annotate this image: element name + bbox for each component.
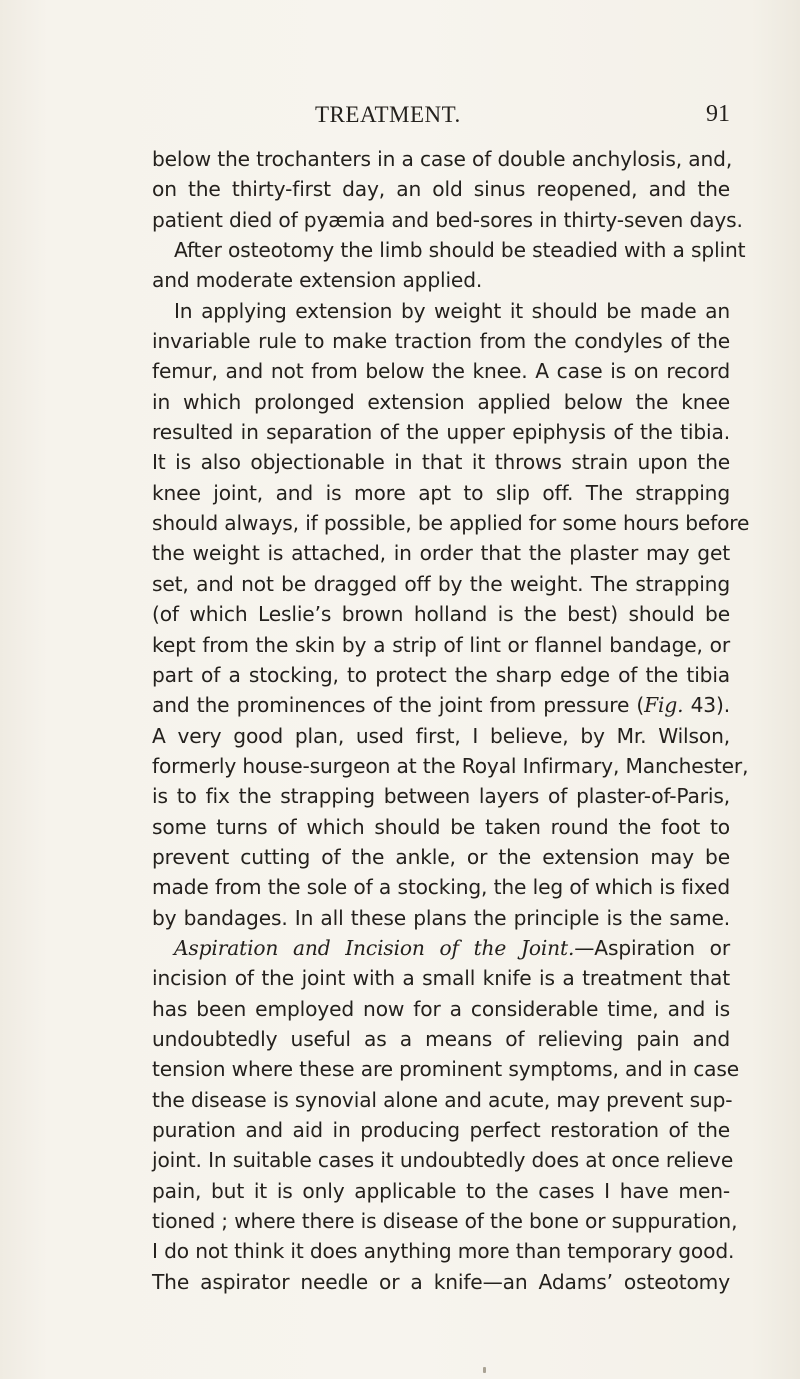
section-heading: Aspiration and Incision of the Joint. bbox=[174, 935, 575, 960]
text-line: incision of the joint with a small knife is a treatment that bbox=[152, 966, 730, 991]
text-line: and moderate extension applied. bbox=[152, 268, 483, 293]
text-line: resulted in separation of the upper epiphysis of the tibia. bbox=[152, 420, 730, 445]
text-line: on the thirty-first day, an old sinus reopened, and the bbox=[152, 177, 730, 202]
text-line: by bandages. In all these plans the principle is the same. bbox=[152, 905, 730, 930]
text-line: invariable rule to make traction from the condyles of the bbox=[152, 329, 730, 354]
text-line: part of a stocking, to protect the sharp edge of the tibia bbox=[152, 662, 730, 687]
text-line: tension where these are prominent symptoms, and in case bbox=[152, 1057, 740, 1082]
text-line: some turns of which should be taken round the foot to bbox=[152, 814, 730, 839]
text-line: the disease is synovial alone and acute, may prevent sup- bbox=[152, 1087, 733, 1112]
text-line: the weight is attached, in order that the plaster may get bbox=[152, 541, 730, 566]
text-line: I do not think it does anything more than temporary good. bbox=[152, 1239, 735, 1264]
text-segment: —Aspiration or bbox=[574, 935, 730, 960]
body-text bbox=[152, 144, 750, 1297]
text-line: formerly house-surgeon at the Royal Infirmary, Manchester, bbox=[152, 753, 749, 778]
text-line: patient died of pyæmia and bed-sores in thirty-seven days. bbox=[152, 207, 743, 232]
text-line: pain, but it is only applicable to the cases I have men- bbox=[152, 1178, 730, 1203]
text-segment: and the prominences of the joint from pressure ( bbox=[152, 693, 645, 718]
page-header bbox=[150, 100, 730, 134]
text-line: has been employed now for a considerable time, and is bbox=[152, 996, 730, 1021]
text-segment: 43). bbox=[683, 693, 730, 718]
text-line: After osteotomy the limb should be steadied with a splint bbox=[174, 238, 746, 263]
text-line: knee joint, and is more apt to slip off. The strapping bbox=[152, 480, 730, 505]
text-line: undoubtedly useful as a means of relieving pain and bbox=[152, 1026, 730, 1051]
text-line: in which prolonged extension applied below the knee bbox=[152, 389, 730, 414]
text-line: below the trochanters in a case of double anchylosis, and, bbox=[152, 147, 733, 171]
text-line: joint. In suitable cases it undoubtedly does at once relieve bbox=[152, 1148, 734, 1173]
running-head: TREATMENT. bbox=[315, 102, 461, 127]
figure-reference: Fig. bbox=[644, 693, 684, 718]
text-line: made from the sole of a stocking, the leg of which is fixed bbox=[152, 875, 730, 900]
text-line: prevent cutting of the ankle, or the extension may be bbox=[152, 844, 730, 869]
text-line: should always, if possible, be applied for some hours before bbox=[152, 511, 750, 536]
text-line: The aspirator needle or a knife—an Adams’ osteotomy bbox=[152, 1269, 730, 1294]
text-line: (of which Leslie’s brown holland is the best) should be bbox=[152, 602, 730, 627]
text-line: set, and not be dragged off by the weight. The strapping bbox=[152, 571, 730, 596]
text-line bbox=[152, 933, 730, 963]
text-line: femur, and not from below the knee. A case is on record bbox=[152, 359, 730, 384]
page-number: 91 bbox=[706, 101, 730, 127]
text-line: In applying extension by weight it should be made an bbox=[174, 298, 730, 323]
text-line: puration and aid in producing perfect restoration of the bbox=[152, 1118, 730, 1142]
text-line: A very good plan, used first, I believe, by Mr. Wilson, bbox=[152, 723, 730, 748]
paper-speck bbox=[483, 1367, 486, 1373]
text-line: tioned ; where there is disease of the bone or suppuration, bbox=[152, 1209, 738, 1234]
text-line: is to fix the strapping between layers of plaster-of-Paris, bbox=[152, 784, 730, 809]
text-line bbox=[152, 690, 730, 720]
text-line: kept from the skin by a strip of lint or flannel bandage, or bbox=[152, 632, 730, 657]
text-line: It is also objectionable in that it throws strain upon the bbox=[152, 450, 730, 475]
